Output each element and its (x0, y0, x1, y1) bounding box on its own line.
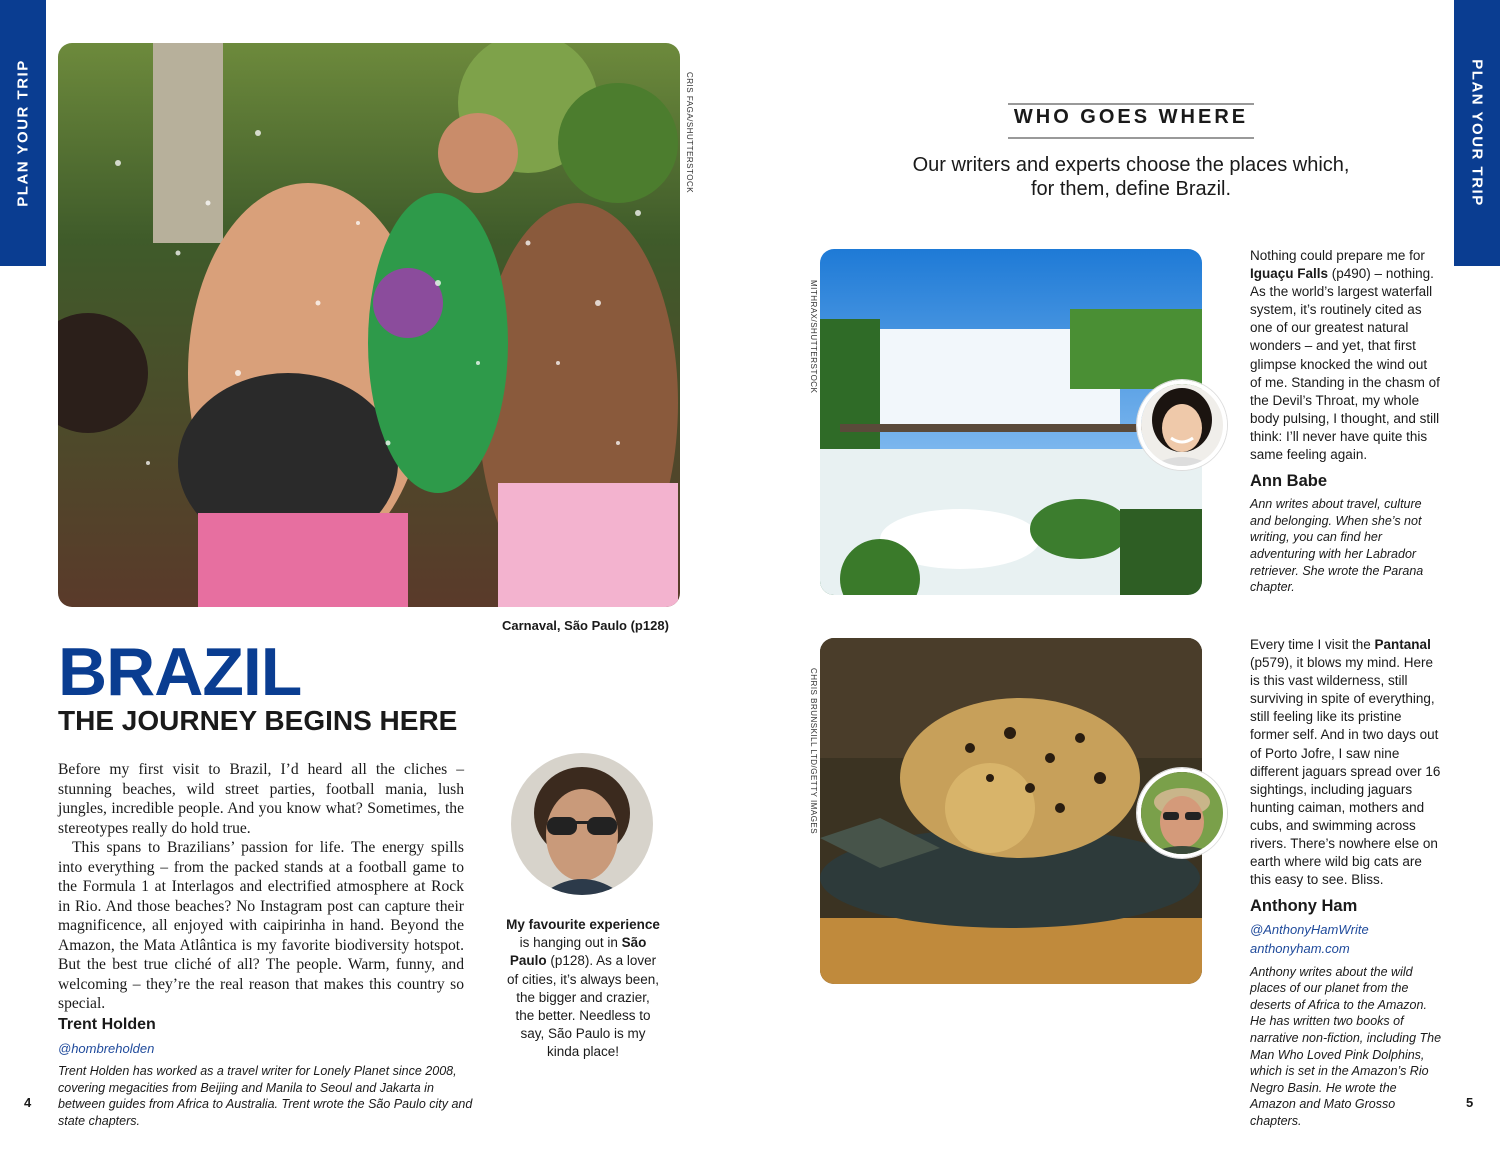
who-goes-where-heading: WHO GOES WHERE (1008, 103, 1254, 139)
entry-text-rest: (p490) – nothing. As the world’s largest waterfall system, it’s routinely cited as one of our greatest natural wonders – and yet, that first glimpse knocked the wind out of me. Standing in the chasm of the Devil’s Throat, my whole body pulsing, I thought, and still think: I’ll never have quite this same feeling again. (1250, 266, 1440, 463)
favourite-place: São Paulo (509, 935, 647, 969)
entry-place: Iguaçu Falls (1250, 266, 1329, 282)
intro-paragraph: This spans to Brazilians’ passion for life. The energy spills into everything – from the packed stands at a football game to the Formula 1 at Interlagos and electrified atmosphere at Rock in Rio. And those beaches? No Instagram post can capture their magnificence, all enjoyed with caipirinha in hand. Beyond the Amazon, the Mata Atlântica is my favorite biodiversity hotspot. But the best true cliché of all? The people. Warm, funny, and welcoming – they’re the real reason that makes this country so special. (58, 839, 464, 1012)
author-name: Ann Babe (1250, 472, 1328, 491)
entry-place: Pantanal (1374, 637, 1431, 652)
trent-holden-avatar (511, 753, 653, 895)
anthony-ham-entry (1250, 636, 1442, 1130)
favourite-lead: My favourite experience (506, 917, 660, 932)
intro-line: Our writers and experts choose the places which, (912, 154, 1350, 176)
carnaval-photo (58, 43, 680, 607)
who-goes-where-intro (900, 153, 1362, 201)
favourite-rest: (p128). As a lover of cities, it’s always been, the bigger and crazier, the better. Needless to say, São Paulo is my kinda place! (506, 953, 660, 1060)
photo-caption: Carnaval, São Paulo (p128) (502, 618, 669, 633)
anthony-ham-avatar (1137, 768, 1227, 858)
photo-credit: CRIS FAGA/SHUTTERSTOCK (685, 72, 694, 194)
favourite-mid: is hanging out in (519, 935, 622, 951)
intro-line: for them, define Brazil. (1030, 178, 1232, 200)
photo-credit: CHRIS BRUNSKILL LTD/GETTY IMAGES (809, 668, 818, 835)
photo-credit: MITHRAX/SHUTTERSTOCK (809, 280, 818, 394)
intro-paragraph: Before my first visit to Brazil, I’d heard all the cliches – stunning beaches, wild street parties, football mania, lush jungles, incredible people. And you know what? Sometimes, the stereotypes really do hold true. (58, 761, 464, 837)
author-name: Trent Holden (58, 1016, 156, 1033)
entry-text-start: Every time I visit the (1250, 637, 1375, 652)
ann-babe-entry (1250, 247, 1442, 596)
page-title: BRAZIL (58, 634, 302, 710)
page-number: 5 (1466, 1095, 1474, 1110)
plan-your-trip-tab-right (1454, 0, 1500, 266)
author-bio: Anthony writes about the wild places of our planet from the deserts of Africa to the Amazon. He has written two books of narrative non-fiction, including The Man Who Loved Pink Dolphins, which is set in the Amazon’s Rio Negro Basin. He wrote the Amazon and Mato Grosso chapters. (1250, 964, 1442, 1128)
author-handle[interactable]: @hombreholden (58, 1041, 155, 1056)
author-bio: Trent Holden has worked as a travel writer for Lonely Planet since 2008, covering megacities from Beijing and Manila to Seoul and Jakarta in between guides from Africa to Australia. Trent wrote the São Paulo city and state chapters. (58, 1064, 473, 1128)
author-handle[interactable]: @AnthonyHamWrite (1250, 922, 1369, 938)
side-tab-label: PLAN YOUR TRIP (14, 59, 32, 207)
intro-text (58, 760, 464, 1014)
author-bio: Ann writes about travel, culture and belonging. When she’s not writing, you can find her adventuring with her Labrador retriever. She wrote the Parana chapter. (1250, 497, 1424, 595)
page-number: 4 (24, 1095, 32, 1110)
entry-text-start: Nothing could prepare me for (1250, 248, 1425, 263)
plan-your-trip-tab-left (0, 0, 46, 266)
entry-text (1250, 636, 1442, 889)
favourite-experience (505, 916, 661, 1062)
entry-text (1250, 247, 1442, 464)
page-subtitle: THE JOURNEY BEGINS HERE (58, 705, 458, 736)
side-tab-label: PLAN YOUR TRIP (1468, 59, 1486, 207)
author-name: Anthony Ham (1250, 897, 1358, 916)
author-website[interactable]: anthonyham.com (1250, 940, 1350, 956)
ann-babe-avatar (1137, 380, 1227, 470)
entry-text-rest: (p579), it blows my mind. Here is this vast wilderness, still surviving in spite of everything, still feeling like its pristine former self. And in two days out of Porto Jofre, I saw nine different jaguars spread over 16 sightings, including jaguars hunting caiman, mothers and cubs, and swimming across rivers. There’s nowhere else on earth where wild big cats are this easy to see. Bliss. (1250, 655, 1441, 888)
